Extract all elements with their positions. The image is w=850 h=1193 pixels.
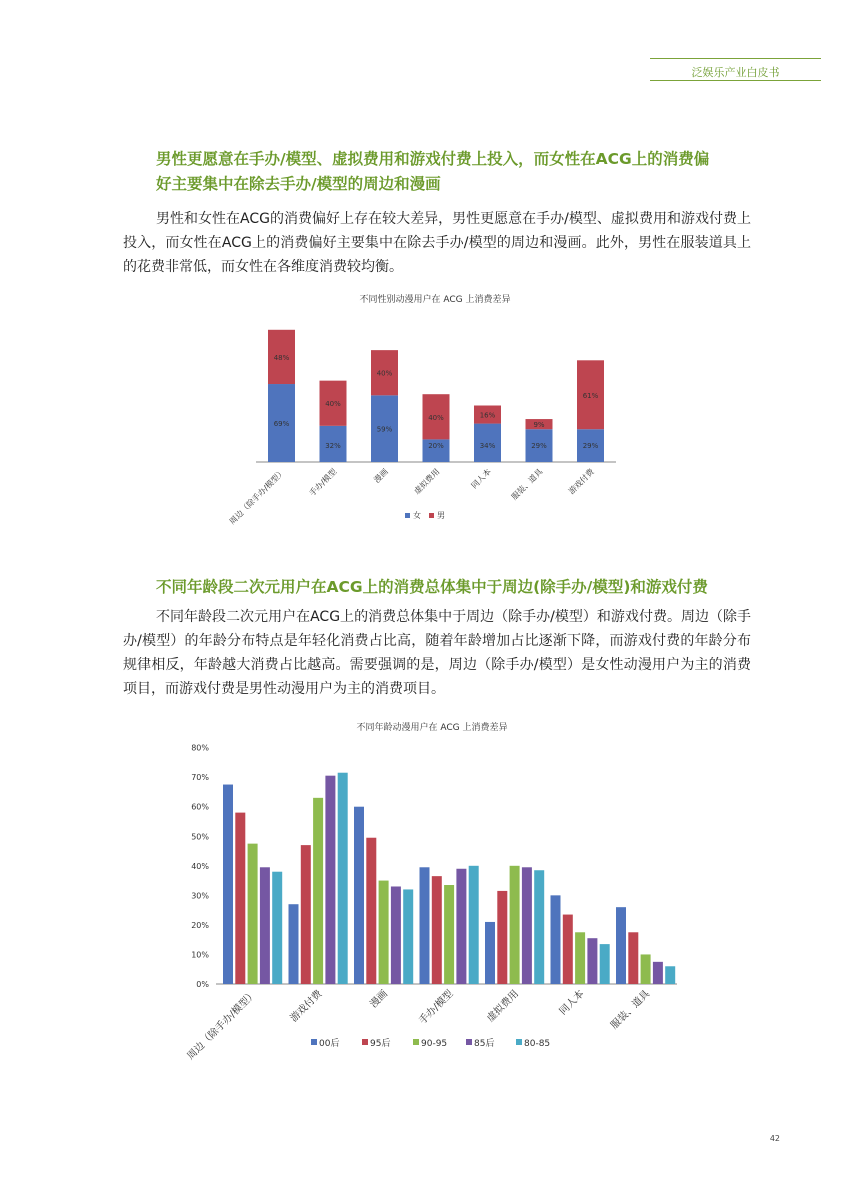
chart2-bar-80-85 bbox=[272, 872, 282, 984]
chart1-legend-label: 女 bbox=[413, 511, 421, 520]
chart2-category-label: 周边（除手办/模型） bbox=[185, 988, 260, 1063]
chart2-bar-85后 bbox=[587, 938, 597, 984]
chart2-legend-label: 85后 bbox=[474, 1039, 495, 1049]
chart2-legend-label: 80-85 bbox=[524, 1039, 551, 1049]
chart2-bar-00后 bbox=[420, 867, 430, 984]
section2-title: 不同年龄段二次元用户在ACG上的消费总体集中于周边(除手办/模型)和游戏付费 bbox=[156, 578, 708, 596]
chart2-category-label: 同人本 bbox=[557, 988, 587, 1018]
chart2-bar-95后 bbox=[628, 932, 638, 984]
section1-title-line1: 男性更愿意在手办/模型、虚拟费用和游戏付费上投入，而女性在ACG上的消费偏 bbox=[156, 150, 710, 168]
chart2-y-tick-label: 30% bbox=[191, 891, 209, 901]
page-number: 42 bbox=[769, 1134, 780, 1143]
chart1-data-label: 32% bbox=[325, 442, 341, 450]
chart1-category-label: 服装、道具 bbox=[509, 467, 545, 502]
chart2-category-label: 服装、道具 bbox=[608, 988, 653, 1032]
chart2-y-tick-label: 20% bbox=[191, 920, 209, 930]
chart2-bar-90-95 bbox=[379, 881, 389, 984]
chart2-bar-90-95 bbox=[641, 954, 651, 984]
chart2-bar-00后 bbox=[354, 807, 364, 984]
chart2-category-label: 游戏付费 bbox=[288, 988, 325, 1025]
chart2-bar-85后 bbox=[391, 886, 401, 984]
chart2-bar-90-95 bbox=[313, 798, 323, 984]
chart2-bar-95后 bbox=[563, 915, 573, 984]
chart2-bar-95后 bbox=[301, 845, 311, 984]
chart2-y-tick-label: 10% bbox=[191, 950, 209, 960]
chart1-category-label: 周边（除手办/模型） bbox=[227, 467, 287, 527]
chart2-legend-swatch bbox=[413, 1039, 419, 1045]
chart2-category-label: 漫画 bbox=[368, 988, 391, 1011]
chart2-bar-85后 bbox=[260, 867, 270, 984]
chart2-bar-95后 bbox=[366, 838, 376, 984]
chart1-category-label: 游戏付费 bbox=[566, 467, 596, 497]
section2-paragraph-text: 不同年龄段二次元用户在ACG上的消费总体集中于周边（除手办/模型）和游戏付费。周边（除手办/模型）的年龄分布特点是年轻化消费占比高，随着年龄增加占比逐渐下降，而游戏付费的年龄分布规律相反，年龄越大消费占比越高。需要强调的是，周边（除手办/模型）是女性动漫用户为主的消费项目，而游戏付费是男性动漫用户为主的消费项目。 bbox=[123, 609, 751, 697]
chart2-bar-00后 bbox=[485, 922, 495, 984]
chart2-legend-swatch bbox=[466, 1039, 472, 1045]
chart2-bar-85后 bbox=[325, 776, 335, 984]
chart2-legend-label: 95后 bbox=[370, 1039, 391, 1049]
chart2-legend-swatch bbox=[362, 1039, 368, 1045]
header-title: 泛娱乐产业白皮书 bbox=[691, 66, 780, 79]
section1-title-line2: 好主要集中在除去手办/模型的周边和漫画 bbox=[156, 175, 441, 193]
chart2-bar-00后 bbox=[289, 904, 299, 984]
chart2-bar-90-95 bbox=[444, 885, 454, 984]
chart2-y-tick-label: 80% bbox=[191, 743, 209, 753]
chart2-legend-swatch bbox=[311, 1039, 317, 1045]
chart1-data-label: 16% bbox=[479, 411, 496, 420]
chart2-bar-80-85 bbox=[469, 866, 479, 984]
chart2-title: 不同年龄动漫用户在 ACG 上消费差异 bbox=[356, 723, 508, 733]
chart1-category-label: 手办/模型 bbox=[307, 467, 339, 498]
chart1-data-label: 40% bbox=[325, 400, 341, 409]
chart2-legend-label: 00后 bbox=[319, 1039, 340, 1049]
chart2-y-tick-label: 70% bbox=[191, 773, 209, 783]
chart2-bar-00后 bbox=[223, 785, 233, 984]
chart1-data-label: 20% bbox=[428, 442, 444, 450]
chart2-bar-90-95 bbox=[248, 844, 258, 984]
chart1-category-label: 漫画 bbox=[372, 467, 390, 485]
chart2-bar-95后 bbox=[432, 876, 442, 984]
chart2-bar-80-85 bbox=[338, 773, 348, 984]
chart1-title: 不同性别动漫用户在 ACG 上消费差异 bbox=[359, 295, 511, 305]
chart2-bar-95后 bbox=[497, 891, 507, 984]
chart2-bar-85后 bbox=[522, 867, 532, 984]
chart2-legend-label: 90-95 bbox=[421, 1039, 448, 1049]
chart1-category-label: 虚拟费用 bbox=[412, 467, 442, 497]
chart1-legend-label: 男 bbox=[437, 511, 445, 520]
chart2-y-tick-label: 40% bbox=[191, 861, 209, 871]
section1-paragraph-text: 男性和女性在ACG的消费偏好上存在较大差异，男性更愿意在手办/模型、虚拟费用和游戏付费上投入，而女性在ACG上的消费偏好主要集中在除去手办/模型的周边和漫画。此外，男性在服装道具上的花费非常低，而女性在各维度消费较均衡。 bbox=[123, 211, 751, 275]
chart2-bar-00后 bbox=[616, 907, 626, 984]
chart1-data-label: 69% bbox=[273, 420, 290, 429]
chart2-legend-swatch bbox=[516, 1039, 522, 1045]
chart1-data-label: 29% bbox=[531, 442, 547, 450]
chart2-bar-00后 bbox=[551, 895, 561, 984]
chart1-data-label: 29% bbox=[582, 442, 599, 450]
chart1-data-label: 40% bbox=[376, 369, 393, 378]
chart1-data-label: 59% bbox=[376, 425, 393, 434]
chart1-data-label: 48% bbox=[273, 353, 290, 362]
chart1-data-label: 34% bbox=[479, 442, 496, 450]
chart2-y-tick-label: 60% bbox=[191, 802, 209, 812]
chart2-bar-90-95 bbox=[510, 866, 520, 984]
chart2-bar-85后 bbox=[653, 962, 663, 984]
chart1-data-label: 61% bbox=[582, 391, 599, 400]
chart1-category-label: 同人本 bbox=[469, 467, 493, 491]
chart1-data-label: 40% bbox=[428, 413, 444, 422]
chart2-category-label: 虚拟费用 bbox=[485, 988, 522, 1025]
chart2-bar-80-85 bbox=[665, 966, 675, 984]
chart2-y-tick-label: 0% bbox=[196, 980, 209, 989]
chart2-category-label: 手办/模型 bbox=[417, 988, 456, 1027]
chart2-bar-80-85 bbox=[534, 870, 544, 984]
chart2-bar-95后 bbox=[235, 813, 245, 984]
chart2-bar-90-95 bbox=[575, 932, 585, 984]
chart2-bar-80-85 bbox=[600, 944, 610, 984]
chart2-bar-85后 bbox=[456, 869, 466, 984]
chart2-y-tick-label: 50% bbox=[191, 832, 209, 842]
chart1-data-label: 9% bbox=[533, 421, 545, 430]
chart2-bar-80-85 bbox=[403, 889, 413, 984]
